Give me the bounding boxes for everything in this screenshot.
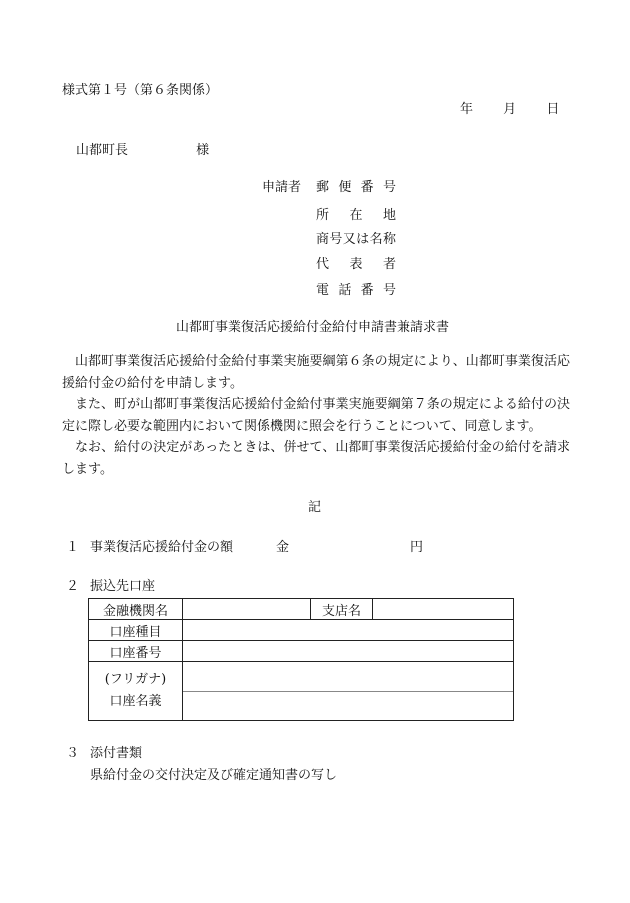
item2-number: ２ xyxy=(66,579,80,594)
account-number-field[interactable] xyxy=(183,641,514,662)
body-paragraph: 山都町事業復活応援給付金給付事業実施要綱第６条の規定により、山都町事業復活応援給付金の給付を申請します。 xyxy=(62,354,570,391)
item3-number: ３ xyxy=(66,746,80,761)
bank-account-table xyxy=(88,598,514,721)
form-number: 様式第１号（第６条関係） xyxy=(62,83,219,98)
item3-content: 県給付金の交付決定及び確定通知書の写し xyxy=(90,768,338,783)
applicant-field-postal: 郵 便 番 号 xyxy=(316,180,396,195)
document-title: 山都町事業復活応援給付金給付申請書兼請求書 xyxy=(176,320,450,335)
body-paragraph: なお、給付の決定があったときは、併せて、山都町事業復活応援給付金の給付を請求します。 xyxy=(62,440,570,477)
date-month: 月 xyxy=(503,102,517,117)
account-type-label: 口座種目 xyxy=(89,620,183,641)
account-holder-field[interactable] xyxy=(183,692,513,712)
date-day: 日 xyxy=(546,102,560,117)
account-number-label: 口座番号 xyxy=(89,641,183,662)
addressee-name: 山都町長 xyxy=(76,143,129,158)
item1-label: 事業復活応援給付金の額 xyxy=(90,540,234,555)
applicant-field-representative: 代 表 者 xyxy=(316,257,396,272)
body-paragraph: また、町が山都町事業復活応援給付金給付事業実施要綱第７条の規定による給付の決定に際し必要な範囲内において関係機関に照会を行うことについて、同意します。 xyxy=(62,397,570,434)
furigana-field[interactable] xyxy=(183,671,513,692)
applicant-field-phone: 電 話 番 号 xyxy=(316,283,396,298)
table-row xyxy=(89,662,514,721)
item2-label: 振込先口座 xyxy=(90,579,156,594)
table-row xyxy=(89,620,514,641)
body-text xyxy=(62,351,570,480)
addressee-honorific: 様 xyxy=(196,143,210,158)
account-holder-label: 口座名義 xyxy=(109,694,162,709)
applicant-field-address: 所 在 地 xyxy=(316,208,396,223)
branch-name-label: 支店名 xyxy=(311,599,373,620)
branch-name-field[interactable] xyxy=(373,599,514,620)
date-line xyxy=(460,103,559,116)
item1-kin: 金 xyxy=(276,540,290,555)
bank-name-field[interactable] xyxy=(183,599,311,620)
table-row xyxy=(89,641,514,662)
item1-number: １ xyxy=(66,540,80,555)
table-row xyxy=(89,599,514,620)
date-year: 年 xyxy=(460,102,474,117)
account-type-field[interactable] xyxy=(183,620,514,641)
item3-label: 添付書類 xyxy=(90,746,143,761)
furigana-label: (フリガナ) xyxy=(104,672,167,687)
ki-label: 記 xyxy=(308,500,322,515)
account-holder-label-cell xyxy=(89,662,183,721)
applicant-heading: 申請者 xyxy=(262,180,302,195)
bank-name-label: 金融機関名 xyxy=(89,599,183,620)
item1-en: 円 xyxy=(410,540,424,555)
account-holder-field-cell xyxy=(183,662,514,721)
applicant-field-company: 商 号 又 は 名 称 xyxy=(316,232,396,247)
addressee xyxy=(76,144,209,157)
